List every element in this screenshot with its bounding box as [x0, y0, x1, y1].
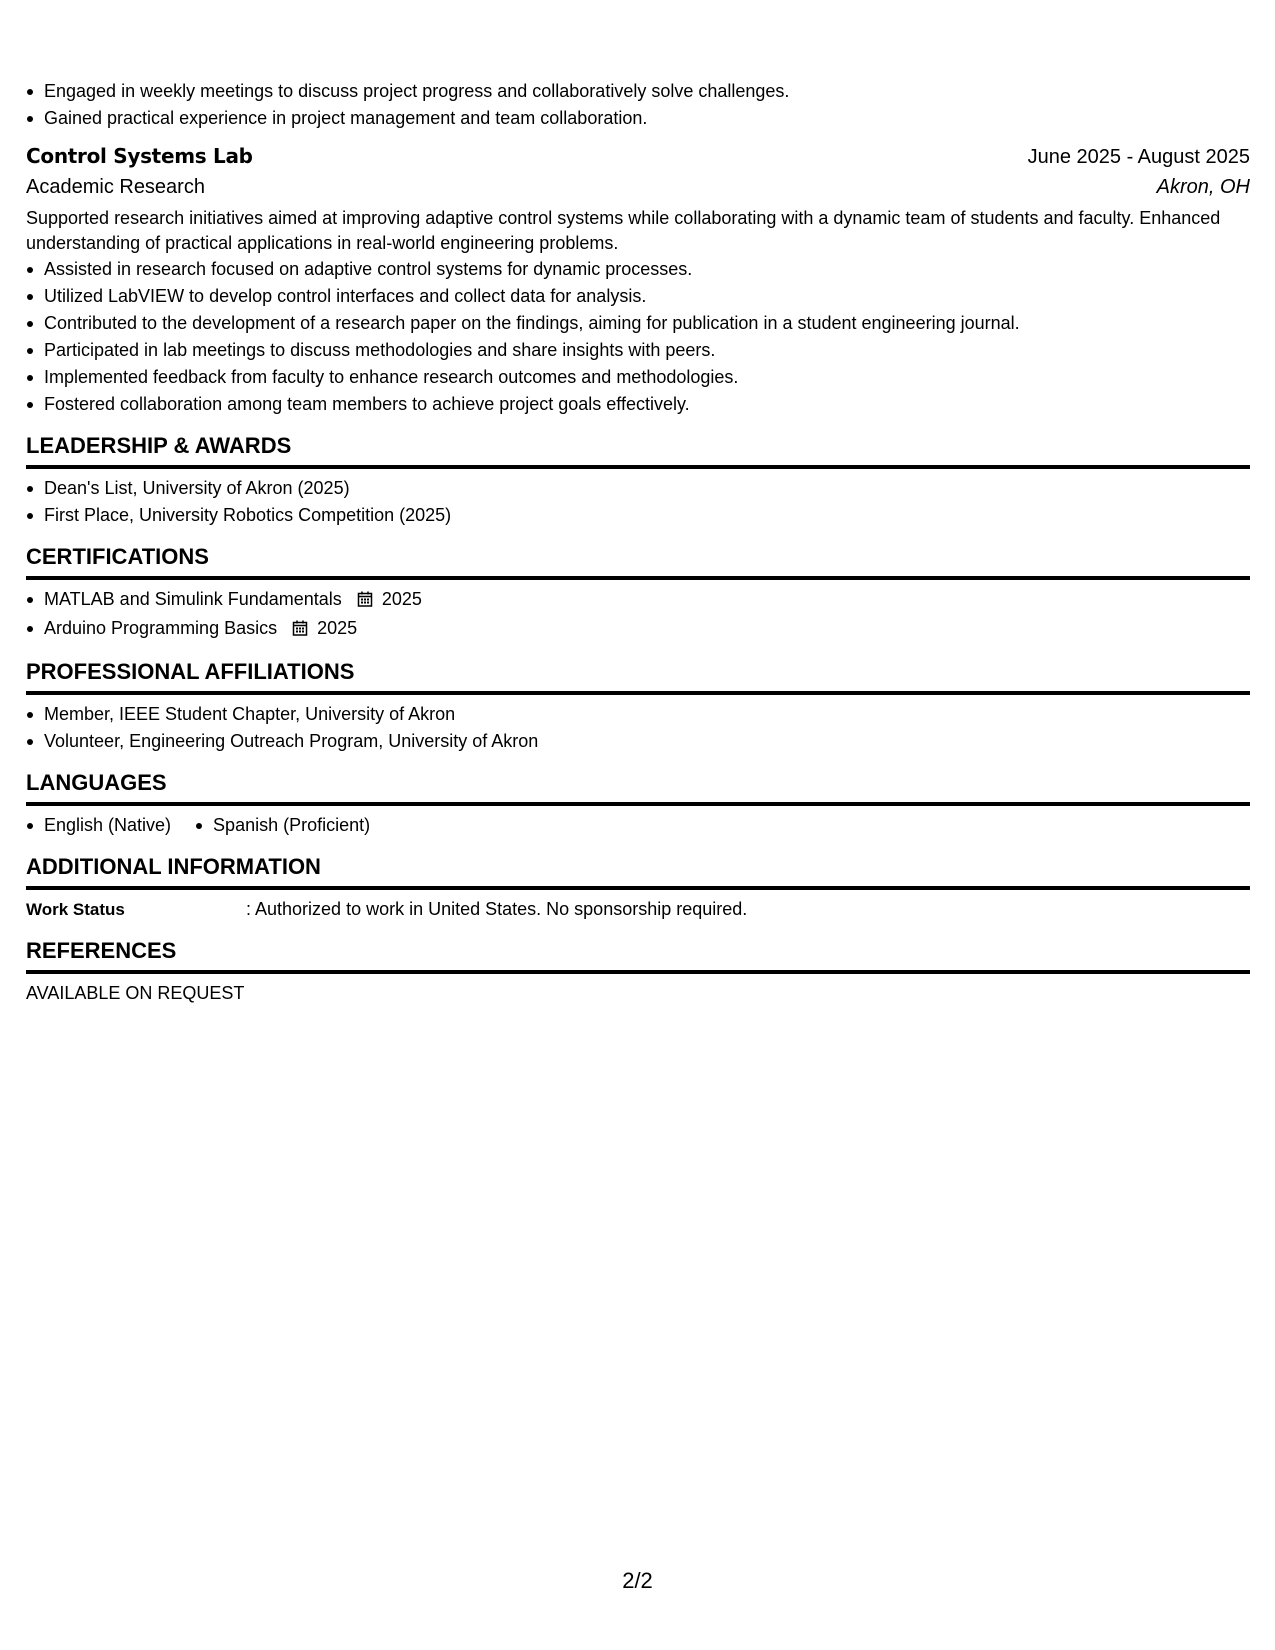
list-item: Assisted in research focused on adaptive control systems for dynamic processes.: [26, 256, 1250, 283]
entry-description: Supported research initiatives aimed at improving adaptive control systems while collaborating with a dynamic team of students and faculty. Enhanced understanding of practical applications in real-world engineering problems.: [26, 208, 1221, 253]
list-item: Volunteer, Engineering Outreach Program, University of Akron: [26, 728, 1250, 755]
page-number: 2/2: [622, 1568, 653, 1593]
list-item: Spanish (Proficient): [195, 812, 370, 839]
list-item: English (Native): [26, 812, 171, 839]
previous-entry-bullets: [26, 78, 1250, 132]
entry-location: Akron, OH: [1156, 176, 1250, 198]
calendar-icon: [292, 617, 308, 644]
certification-year: 2025: [317, 618, 358, 638]
section-title: LANGUAGES: [26, 769, 1250, 806]
list-item: First Place, University Robotics Competition (2025): [26, 502, 1250, 529]
calendar-icon: [357, 588, 373, 615]
list-item: Fostered collaboration among team members to achieve project goals effectively.: [26, 391, 1250, 418]
languages-section: [26, 769, 1250, 839]
references-section: [26, 937, 1250, 1007]
list-item: Dean's List, University of Akron (2025): [26, 475, 1250, 502]
resume-page: [26, 78, 1250, 1007]
entry-title: Control Systems Lab: [26, 144, 253, 168]
list-item: Contributed to the development of a research paper on the findings, aiming for publication in a student engineering journal.: [26, 310, 1250, 337]
list-item: Engaged in weekly meetings to discuss project progress and collaboratively solve challenges.: [26, 78, 1250, 105]
list-item: [26, 586, 1250, 615]
references-text: AVAILABLE ON REQUEST: [26, 983, 245, 1003]
certification-name: MATLAB and Simulink Fundamentals: [44, 589, 342, 609]
list-item: Utilized LabVIEW to develop control interfaces and collect data for analysis.: [26, 283, 1250, 310]
section-title: LEADERSHIP & AWARDS: [26, 432, 1250, 469]
list-item: Gained practical experience in project management and team collaboration.: [26, 105, 1250, 132]
section-title: CERTIFICATIONS: [26, 543, 1250, 580]
work-status-label: Work Status: [26, 900, 125, 919]
certification-name: Arduino Programming Basics: [44, 618, 278, 638]
entry-subtitle: Academic Research: [26, 176, 205, 198]
section-title: PROFESSIONAL AFFILIATIONS: [26, 658, 1250, 695]
experience-entry: [26, 142, 1250, 418]
section-title: ADDITIONAL INFORMATION: [26, 853, 1250, 890]
list-item: Participated in lab meetings to discuss methodologies and share insights with peers.: [26, 337, 1250, 364]
entry-bullets: [26, 256, 1250, 418]
section-title: REFERENCES: [26, 937, 1250, 974]
list-item: Member, IEEE Student Chapter, University of Akron: [26, 701, 1250, 728]
leadership-section: [26, 432, 1250, 529]
list-item: [26, 615, 1250, 644]
work-status-value: : Authorized to work in United States. No sponsorship required.: [246, 899, 748, 919]
list-item: Implemented feedback from faculty to enhance research outcomes and methodologies.: [26, 364, 1250, 391]
entry-dates: June 2025 - August 2025: [1027, 146, 1250, 168]
affiliations-section: [26, 658, 1250, 755]
certification-year: 2025: [381, 589, 422, 609]
certifications-section: [26, 543, 1250, 644]
additional-info-section: [26, 853, 1250, 923]
